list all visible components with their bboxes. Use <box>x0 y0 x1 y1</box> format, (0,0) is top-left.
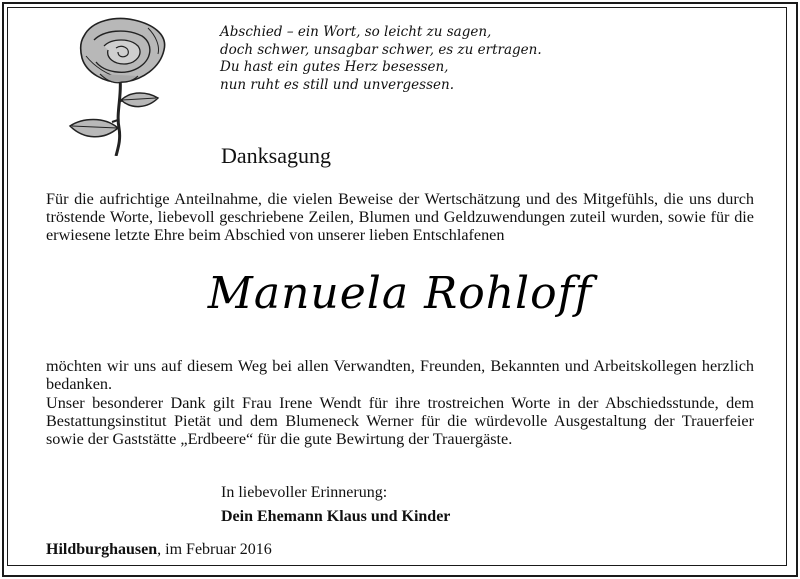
place-name: Hildburghausen <box>46 541 158 558</box>
page-title: Danksagung <box>221 143 331 168</box>
special-thanks-paragraph: Unser besonderer Dank gilt Frau Irene Wendt für ihre trostreichen Worte in der Abschiedsstunde, dem Bestattungsinstitut Pietät und dem Blumeneck Werner für die würdevolle Ausgestaltung der Trauerfeier sowie der Gaststätte „Erdbeere“ für die gute Bewirtung der Trauergäste. <box>46 394 754 449</box>
memorial-poem <box>220 24 542 94</box>
intro-paragraph: Für die aufrichtige Anteilnahme, die vielen Beweise der Wertschätzung und des Mitgefühls, die uns durch tröstende Worte, liebevoll geschriebene Zeilen, Blumen und Geldzuwendungen zuteil wurden, sowie für die erwiesene letzte Ehre beim Abschied von unserer lieben Entschlafenen <box>46 190 754 245</box>
poem-line: doch schwer, unsagbar schwer, es zu ertragen. <box>220 41 542 58</box>
deceased-name: Manuela Rohloff <box>207 268 593 319</box>
place-date <box>46 541 272 559</box>
signature: Dein Ehemann Klaus und Kinder <box>221 508 451 525</box>
poem-line: Du hast ein gutes Herz besessen, <box>220 59 449 75</box>
date-text: , im Februar 2016 <box>157 541 272 558</box>
rose-icon <box>64 16 176 156</box>
thanks-paragraph: möchten wir uns auf diesem Weg bei allen Verwandten, Freunden, Bekannten und Arbeitskollegen herzlich bedanken. <box>46 357 754 394</box>
poem-line: nun ruht es still und unvergessen. <box>220 76 454 93</box>
closing-line: In liebevoller Erinnerung: <box>221 484 388 501</box>
poem-line: Abschied – ein Wort, so leicht zu sagen, <box>220 24 492 40</box>
